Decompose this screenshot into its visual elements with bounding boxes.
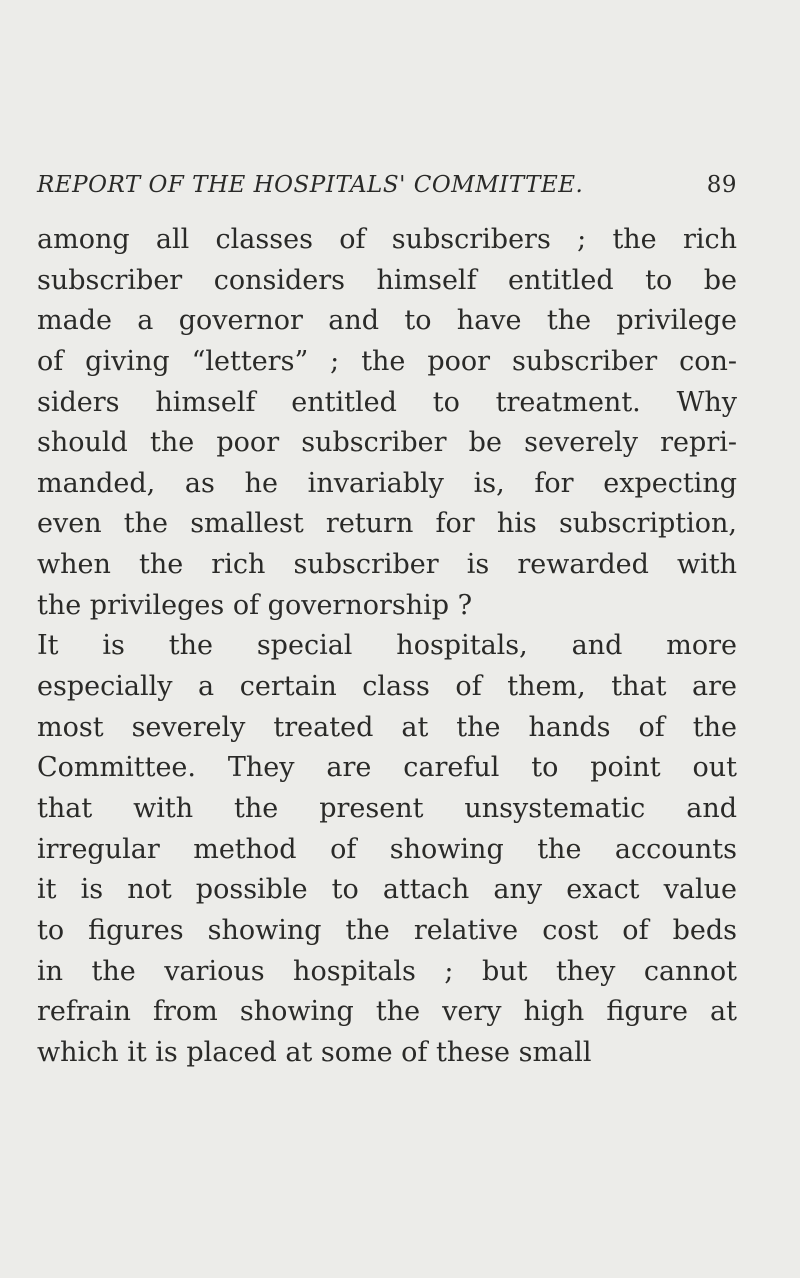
text-line: It is the special hospitals, and more [37, 630, 737, 662]
text-line: especially a certain class of them, that are [37, 671, 737, 703]
text-line: refrain from showing the very high figure at [37, 996, 737, 1028]
page-number: 89 [706, 172, 737, 198]
text-line: made a governor and to have the privilege [37, 305, 737, 337]
text-line: irregular method of showing the accounts [37, 833, 737, 865]
text-line: to figures showing the relative cost of beds [37, 914, 737, 946]
text-line: that with the present unsystematic and [37, 792, 737, 824]
text-line: Committee. They are careful to point out [37, 752, 737, 784]
text-line: it is not possible to attach any exact value [37, 874, 737, 906]
text-line: should the poor subscriber be severely repri- [37, 427, 737, 459]
text-line: most severely treated at the hands of the [37, 711, 737, 743]
text-line: of giving “letters” ; the poor subscriber con- [37, 345, 737, 377]
body-text [37, 220, 737, 1073]
running-head [37, 172, 737, 198]
text-line: in the various hospitals ; but they cannot [37, 955, 737, 987]
running-head-title: REPORT OF THE HOSPITALS' COMMITTEE. [37, 172, 584, 198]
text-line: even the smallest return for his subscription, [37, 508, 737, 540]
text-line: among all classes of subscribers ; the rich [37, 224, 737, 255]
text-line: the privileges of governorship ? [37, 589, 473, 621]
text-line: which it is placed at some of these small [37, 1036, 592, 1068]
text-line: subscriber considers himself entitled to be [37, 264, 737, 296]
text-line: manded, as he invariably is, for expecting [37, 467, 737, 499]
text-line: when the rich subscriber is rewarded with [37, 549, 737, 581]
text-line: siders himself entitled to treatment. Why [37, 386, 737, 418]
